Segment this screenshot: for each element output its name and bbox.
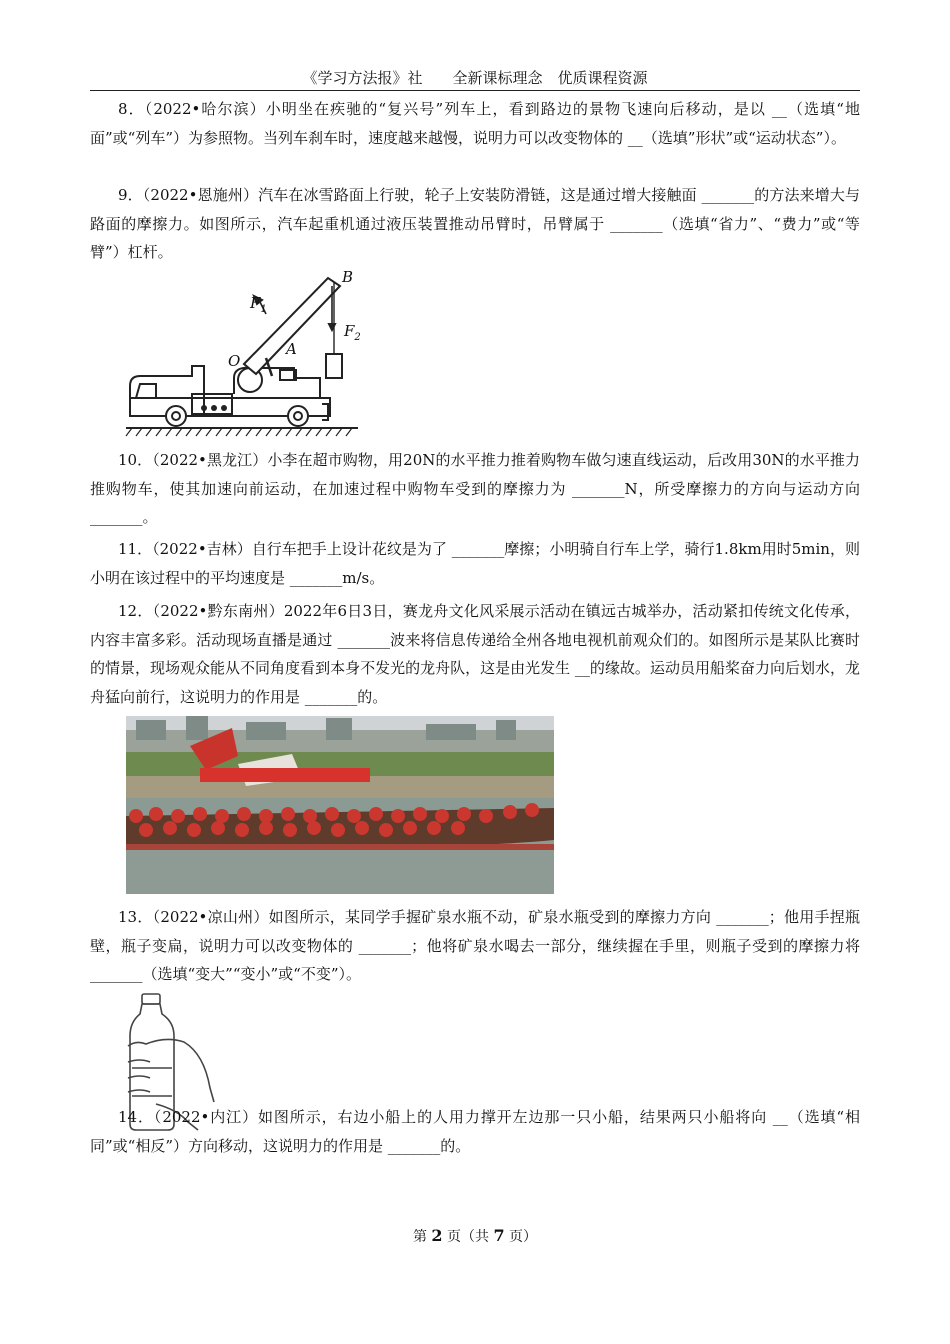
question-10: [90, 446, 860, 532]
wheel: [166, 406, 186, 426]
question-number: 10．: [118, 451, 153, 469]
question-number: 8．: [118, 100, 145, 118]
wheel: [288, 406, 308, 426]
question-13: [90, 903, 860, 989]
question-9: [90, 181, 860, 267]
dragon-boat-photo: [126, 716, 554, 894]
label-f1: $F_1$: [250, 294, 267, 315]
bottle-cap: [142, 994, 160, 1004]
label-o: O: [228, 352, 241, 370]
question-number: 14．: [118, 1108, 154, 1126]
question-text: （2022•黔东南州）2022年6日3日，赛龙舟文化风采展示活动在镇远古城举办，活动紧扣传统文化传承，内容丰富多彩。活动现场直播是通过 _______波来将信息传递给全州各地电视机前观众们的。如图所示是某队比赛时的情景，现场观众能从不同角度看到本身不发光的龙舟队，这是由光发生 __的缘故。运动员用船桨奋力向后划水，龙舟猛向前行，这说明力的作用是 _______的。: [90, 602, 860, 706]
total-pages: 7: [493, 1226, 505, 1245]
crane-figure: [122, 268, 362, 440]
question-text: （2022•黑龙江）小李在超市购物，用20N的水平推力推着购物车做匀速直线运动，后改用30N的水平推力推购物车，使其加速向前运动，在加速过程中购物车受到的摩擦力为 _______N，所受摩擦力的方向与运动方向 _______。: [90, 451, 861, 526]
question-text: （2022•恩施州）汽车在冰雪路面上行驶，轮子上安装防滑链，这是通过增大接触面 _______的方法来增大与路面的摩擦力。如图所示，汽车起重机通过液压装置推动吊臂时，吊臂属于 _______（选填“省力”、“费力”或“等臂”）杠杆。: [90, 186, 860, 261]
question-12: [90, 597, 860, 711]
question-number: 11．: [118, 540, 153, 558]
question-11: [90, 535, 860, 592]
question-text: （2022•吉林）自行车把手上设计花纹是为了 _______摩擦；小明骑自行车上学，骑行1.8km用时5min，则小明在该过程中的平均速度是 _______m/s。: [90, 540, 860, 587]
label-f2: $F_2$: [344, 322, 361, 343]
question-text: （2022•内江）如图所示，右边小船上的人用力撑开左边那一只小船，结果两只小船将向 __（选填“相同”或“相反”）方向移动，这说明力的作用是 _______的。: [90, 1108, 861, 1155]
question-number: 13．: [118, 908, 153, 926]
crane-base: [234, 368, 320, 398]
question-number: 12．: [118, 602, 153, 620]
label-b: B: [342, 268, 354, 286]
question-text: （2022•凉山州）如图所示，某同学手握矿泉水瓶不动，矿泉水瓶受到的摩擦力方向 _______；他用手捏瓶壁，瓶子变扁，说明力可以改变物体的 _______；他将矿泉水喝去一部分，继续握在手里，则瓶子受到的摩擦力将 _______（选填“变大”“变小”或“不变”）。: [90, 908, 860, 983]
page-header: 《学习方法报》社 全新课标理念 优质课程资源: [302, 69, 648, 87]
question-8: [90, 95, 860, 152]
ground-hatch: [126, 428, 352, 436]
question-text: （2022•哈尔滨）小明坐在疾驰的“复兴号”列车上，看到路边的景物飞速向后移动，是以 __（选填“地面”或“列车”）为参照物。当列车刹车时，速度越来越慢，说明力可以改变物体的 __（选填”形状”或“运动状态”）。: [90, 100, 860, 147]
hanging-weight: [326, 354, 342, 378]
question-number: 9．: [118, 186, 143, 204]
question-14: [90, 1103, 860, 1160]
page-number: 2: [431, 1226, 443, 1245]
page-footer: 第 2 页（共 7 页）: [412, 1226, 538, 1245]
header-rule: [90, 90, 860, 91]
label-a: A: [286, 340, 297, 358]
